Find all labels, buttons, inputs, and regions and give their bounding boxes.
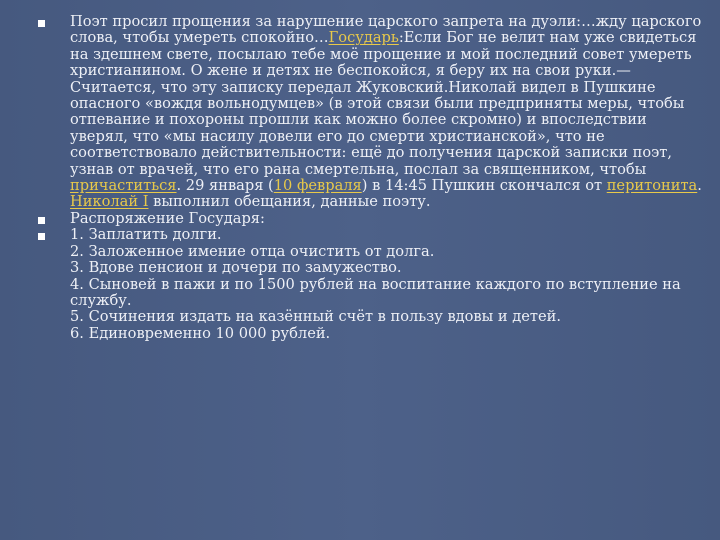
text-segment: ) в 14:45 Пушкин скончался от [361, 177, 607, 195]
text-segment: Поэт просил прощения за нарушение царского запрета на дуэли:…жду царского слова, чтобы умереть спокойно… [70, 13, 706, 47]
square-bullet-icon [38, 217, 45, 224]
link-gosudar[interactable]: Государь [328, 29, 399, 47]
link-peritonit[interactable]: перитонита [606, 177, 698, 195]
text-segment: :Если Бог не велит нам уже свидеться на здешнем свете, посылаю тебе моё прощение и мой последний совет умереть христианином. О жене и детях не беспокойся, я беру их на свои руки.— Считается, что эту записку передал Жуковский.Николай видел в Пушкине опасного «вождя вольнодумцев» (в этой связи были предприняты меры, чтобы отпевание и похороны прошли как можно более скромно) и впоследствии уверял, что «мы насилу довели его до смерти христианской», что не соответствовало действительности: ещё до получения царской записки поэт, узнав от врачей, что его рана смертельна, послал за священником, чтобы [70, 29, 702, 178]
bullet-list [38, 14, 706, 342]
link-prichastitsya[interactable]: причаститься [70, 177, 177, 195]
square-bullet-icon [38, 233, 45, 240]
list-line: 4. Сыновей в пажи и по 1500 рублей на воспитание каждого по вступление на службу. [70, 275, 681, 309]
text-segment: . 29 января ( [176, 177, 274, 195]
bullet-text [70, 227, 706, 342]
list-line: 6. Единовременно 10 000 рублей. [70, 324, 331, 342]
bullet-text [70, 211, 706, 227]
list-line: 1. Заплатить долги. [70, 226, 222, 244]
bullet-item-2 [38, 211, 706, 227]
link-nikolai-i[interactable]: Николай I [70, 193, 149, 211]
list-line: 2. Заложенное имение отца очистить от долга. [70, 242, 435, 260]
text-segment: Распоряжение Государя: [70, 209, 265, 227]
bullet-text [70, 14, 706, 211]
text-segment: . [697, 177, 707, 195]
bullet-item-3 [38, 227, 706, 342]
list-line: 3. Вдове пенсион и дочери по замужество. [70, 259, 402, 277]
link-10-fevralya[interactable]: 10 февраля [273, 177, 362, 195]
bullet-item-1 [38, 14, 706, 211]
text-segment: выполнил обещания, данные поэту. [148, 193, 431, 211]
list-line: 5. Сочинения издать на казённый счёт в пользу вдовы и детей. [70, 308, 561, 326]
square-bullet-icon [38, 20, 45, 27]
